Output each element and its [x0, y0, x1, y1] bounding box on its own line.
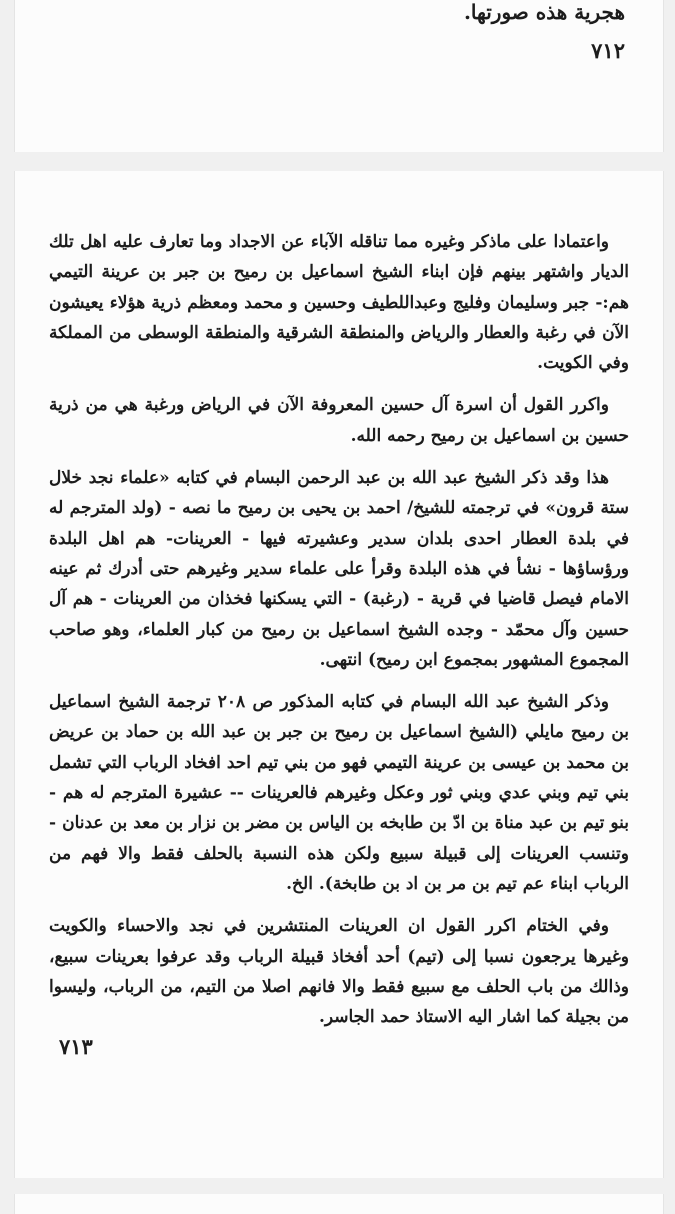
current-page	[14, 171, 664, 1178]
paragraph-5: وفي الختام اكرر القول ان العرينات المنتشرين في نجد والاحساء والكويت وغيرها يرجعون نسبا إلى (تيم) أحد أفخاذ قبيلة الرباب وقد عرفوا بعرينات سبيع، وذالك من باب الحلف مع سبيع فقط والا فانهم اصلا من التيم، من الرباب، وليسوا من بجيلة كما اشار اليه الاستاذ حمد الجاسر.	[49, 916, 629, 1028]
next-page-edge	[14, 1194, 664, 1214]
previous-page-number: ٧١٢	[591, 38, 625, 63]
page-body	[49, 227, 629, 1044]
page-number: ٧١٣	[59, 1034, 93, 1059]
paragraph-3: هذا وقد ذكر الشيخ عبد الله بن عبد الرحمن البسام في كتابه «علماء نجد خلال ستة قرون» في ترجمته للشيخ/ احمد بن يحيى بن رميح ما نصه - (ولد المترجم له في بلدة العطار احدى بلدان سدير وعشيرته فيها - العرينات- هم اهل البلدة ورؤساؤها - نشأ في هذه البلدة وقرأ على علماء سدير وغيرهم حتى أدرك ثم عينه الامام فيصل قاضيا في قرية - (رغبة) - التي يسكنها فخذان من العرينات - هم آل حسين وآل محمّد - وجده الشيخ اسماعيل بن رميح من كبار العلماء، وهو صاحب المجموع المشهور بمجموع ابن رميح) انتهى.	[49, 468, 629, 670]
paragraph-4: وذكر الشيخ عبد الله البسام في كتابه المذكور ص ٢٠٨ ترجمة الشيخ اسماعيل بن رميح مايلي (الشيخ اسماعيل بن رميح بن جبر بن عبد الله بن حماد بن عريض بن محمد بن عيسى بن عرينة التيمي فهو من بني تيم احد افخاد الرباب التي تشمل بني تيم وبني عدي وبني ثور وعكل وغيرهم فالعرينات -- عشيرة المترجم له هم - بنو تيم بن عبد مناة بن ادّ بن طابخه بن الياس بن مضر بن نزار بن معد بن عدنان - وتنسب العرينات إلى قبيلة سبيع ولكن هذه النسبة بالحلف فقط والا فهم من الرباب ابناء عم تيم بن مر بن اد بن طابخة). الخ.	[49, 692, 629, 894]
previous-page	[14, 0, 664, 152]
paragraph-2: واكرر القول أن اسرة آل حسين المعروفة الآن في الرياض ورغبة هي من ذرية حسين بن اسماعيل بن رميح رحمه الله.	[49, 395, 629, 446]
previous-page-last-line: هجرية هذه صورتها.	[463, 0, 625, 24]
paragraph-1: واعتمادا على ماذكر وغيره مما تناقله الآباء عن الاجداد وما تعارف عليه اهل تلك الديار واشتهر بينهم فإن ابناء الشيخ اسماعيل بن رميح بن جبر بن عرينة التيمي هم:- جبر وسليمان وفليج وعبداللطيف وحسين و محمد ومعظم ذرية هؤلاء يعيشون الآن في رغبة والعطار والرياض والمنطقة الشرقية والمنطقة الوسطى من المملكة وفي الكويت.	[49, 232, 629, 374]
